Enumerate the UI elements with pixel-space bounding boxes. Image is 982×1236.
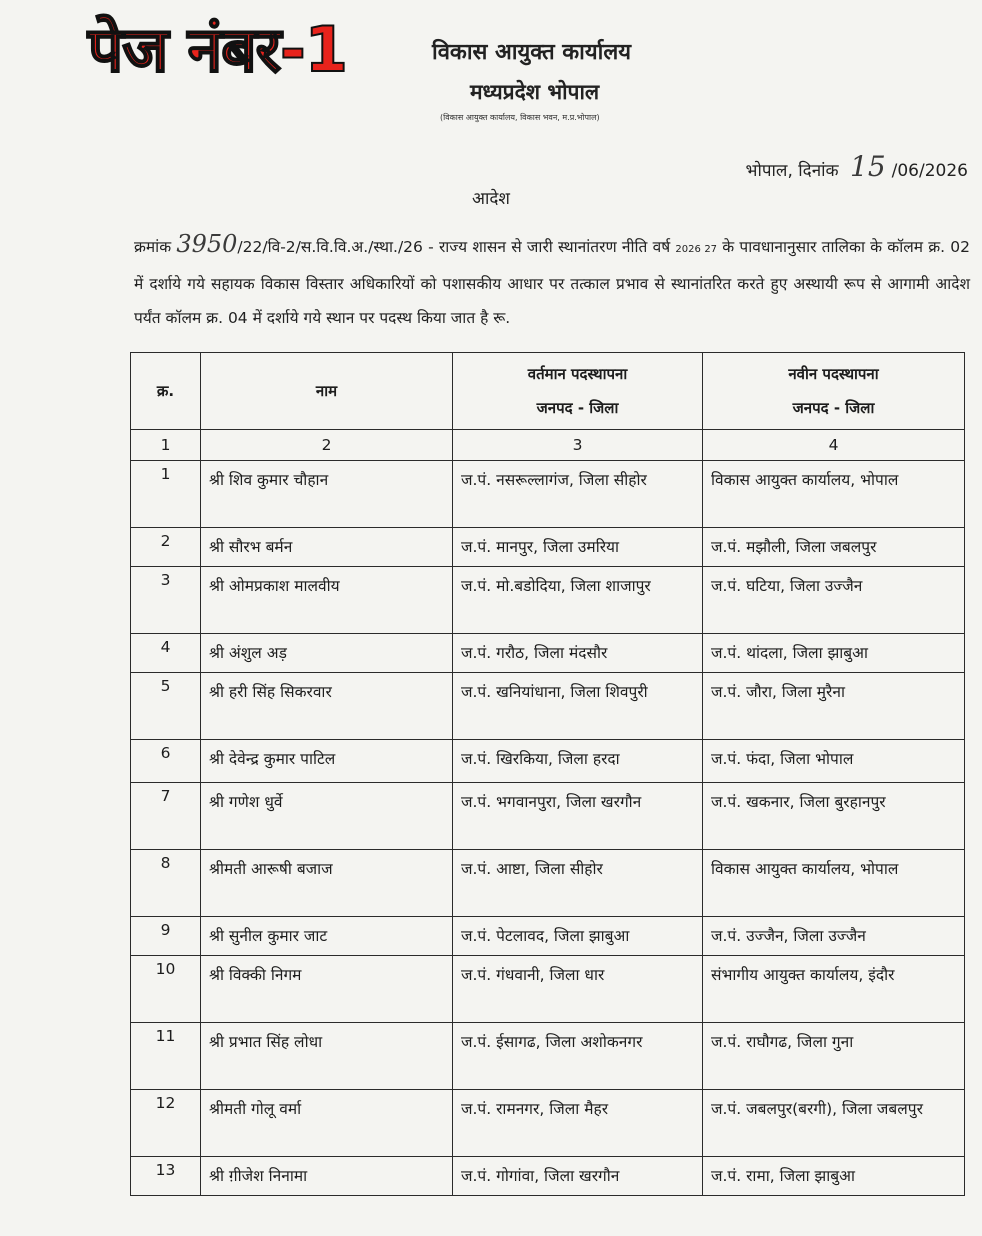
row-current-posting: ज.पं. गरौठ, जिला मंदसौर: [453, 634, 703, 673]
row-current-posting: ज.पं. गोगांवा, जिला खरगौन: [453, 1157, 703, 1196]
header-current-line2: जनपद - जिला: [536, 399, 619, 417]
order-paragraph: [134, 227, 970, 335]
order-body: के पावधानानुसार तालिका के कॉलम क्र. 02 में दर्शाये गये सहायक विकास विस्तार अधिकारियों को पशासकीय आधार पर तत्काल प्रभाव से स्थानांतरित करते हुए अस्थायी रूप से आगामी आदेश पर्यंत कॉलम क्र. 04 में दर्शाये गये स्थान पर पदस्थ किया जात है रू.: [134, 238, 971, 327]
row-current-posting: ज.पं. ईसागढ, जिला अशोकनगर: [453, 1023, 703, 1090]
row-name: श्री ओमप्रकाश मालवीय: [201, 567, 453, 634]
row-new-posting: ज.पं. फंदा, जिला भोपाल: [703, 740, 965, 783]
col-number: 2: [201, 430, 453, 461]
row-name: श्री हरी सिंह सिकरवार: [201, 673, 453, 740]
row-sn: 10: [131, 956, 201, 1023]
row-name: श्री सौरभ बर्मन: [201, 528, 453, 567]
row-new-posting: विकास आयुक्त कार्यालय, भोपाल: [703, 850, 965, 917]
date-rest: /06/2026: [891, 161, 968, 181]
table-row: [131, 1090, 965, 1157]
row-name: श्री प्रभात सिंह लोधा: [201, 1023, 453, 1090]
row-sn: 7: [131, 783, 201, 850]
col-number: 4: [703, 430, 965, 461]
row-sn: 8: [131, 850, 201, 917]
row-sn: 9: [131, 917, 201, 956]
col-number: 1: [131, 430, 201, 461]
header-new-line1: नवीन पदस्थापना: [788, 365, 879, 383]
column-number-row: [131, 430, 965, 461]
table-row: [131, 567, 965, 634]
transfer-table: [130, 352, 965, 1196]
table-row: [131, 917, 965, 956]
row-current-posting: ज.पं. गंधवानी, जिला धार: [453, 956, 703, 1023]
row-sn: 3: [131, 567, 201, 634]
row-current-posting: ज.पं. खिरकिया, जिला हरदा: [453, 740, 703, 783]
office-name: विकास आयुक्त कार्यालय: [432, 40, 632, 65]
header-sn: क्र.: [131, 353, 201, 430]
row-sn: 2: [131, 528, 201, 567]
header-name: नाम: [201, 353, 453, 430]
row-current-posting: ज.पं. आष्टा, जिला सीहोर: [453, 850, 703, 917]
row-new-posting: ज.पं. मझौली, जिला जबलपुर: [703, 528, 965, 567]
order-title: आदेश: [472, 189, 510, 209]
row-current-posting: ज.पं. भगवानपुरा, जिला खरगौन: [453, 783, 703, 850]
header-current-posting: [453, 353, 703, 430]
row-name: श्री सुनील कुमार जाट: [201, 917, 453, 956]
date-line: [746, 150, 968, 183]
row-current-posting: ज.पं. मो.बडोदिया, जिला शाजापुर: [453, 567, 703, 634]
row-current-posting: ज.पं. रामनगर, जिला मैहर: [453, 1090, 703, 1157]
row-current-posting: ज.पं. खनियांधाना, जिला शिवपुरी: [453, 673, 703, 740]
row-new-posting: विकास आयुक्त कार्यालय, भोपाल: [703, 461, 965, 528]
row-sn: 12: [131, 1090, 201, 1157]
table-row: [131, 634, 965, 673]
page-number-label: पेज नंबर-1: [88, 13, 347, 86]
date-day: 15: [850, 150, 886, 183]
date-prefix: भोपाल, दिनांक: [745, 161, 839, 181]
row-name: श्रीमती गोलू वर्मा: [201, 1090, 453, 1157]
header-new-line2: जनपद - जिला: [792, 399, 875, 417]
table-header-row: [131, 353, 965, 430]
row-new-posting: संभागीय आयुक्त कार्यालय, इंदौर: [703, 956, 965, 1023]
table-row: [131, 783, 965, 850]
row-name: श्री शिव कुमार चौहान: [201, 461, 453, 528]
row-sn: 5: [131, 673, 201, 740]
row-name: श्री ग़ीजेश निनामा: [201, 1157, 453, 1196]
row-name: श्री गणेश धुर्वे: [201, 783, 453, 850]
table-row: [131, 850, 965, 917]
order-reference: /22/वि-2/स.वि.वि.अ./स्था./26 - राज्य शासन से जारी स्थानांतरण नीति वर्ष: [237, 238, 671, 256]
table-row: [131, 740, 965, 783]
row-sn: 13: [131, 1157, 201, 1196]
header-current-line1: वर्तमान पदस्थापना: [527, 365, 628, 383]
row-sn: 1: [131, 461, 201, 528]
row-name: श्रीमती आरूषी बजाज: [201, 850, 453, 917]
table-row: [131, 461, 965, 528]
row-name: श्री विक्की निगम: [201, 956, 453, 1023]
row-new-posting: ज.पं. राघौगढ, जिला गुना: [703, 1023, 965, 1090]
header-new-posting: [703, 353, 965, 430]
row-name: श्री अंशुल अड़: [201, 634, 453, 673]
row-sn: 6: [131, 740, 201, 783]
row-sn: 4: [131, 634, 201, 673]
table-row: [131, 1023, 965, 1090]
row-new-posting: ज.पं. जौरा, जिला मुरैना: [703, 673, 965, 740]
order-number: 3950: [176, 230, 238, 258]
col-number: 3: [453, 430, 703, 461]
row-new-posting: ज.पं. रामा, जिला झाबुआ: [703, 1157, 965, 1196]
row-new-posting: ज.पं. घटिया, जिला उज्जैन: [703, 567, 965, 634]
row-new-posting: ज.पं. जबलपुर(बरगी), जिला जबलपुर: [703, 1090, 965, 1157]
row-current-posting: ज.पं. नसरूल्लागंज, जिला सीहोर: [453, 461, 703, 528]
kramank-label: क्रमांक: [134, 238, 172, 256]
table-row: [131, 673, 965, 740]
row-current-posting: ज.पं. मानपुर, जिला उमरिया: [453, 528, 703, 567]
office-address: (विकास आयुक्त कार्यालय, विकास भवन, म.प्र.भोपाल): [440, 113, 600, 122]
table-row: [131, 956, 965, 1023]
row-new-posting: ज.पं. खकनार, जिला बुरहानपुर: [703, 783, 965, 850]
policy-year: 2026 27: [675, 244, 718, 255]
table-row: [131, 1157, 965, 1196]
table-row: [131, 528, 965, 567]
row-new-posting: ज.पं. उज्जैन, जिला उज्जैन: [703, 917, 965, 956]
row-name: श्री देवेन्द्र कुमार पाटिल: [201, 740, 453, 783]
row-new-posting: ज.पं. थांदला, जिला झाबुआ: [703, 634, 965, 673]
row-current-posting: ज.पं. पेटलावद, जिला झाबुआ: [453, 917, 703, 956]
office-city: मध्यप्रदेश भोपाल: [470, 80, 600, 104]
row-sn: 11: [131, 1023, 201, 1090]
